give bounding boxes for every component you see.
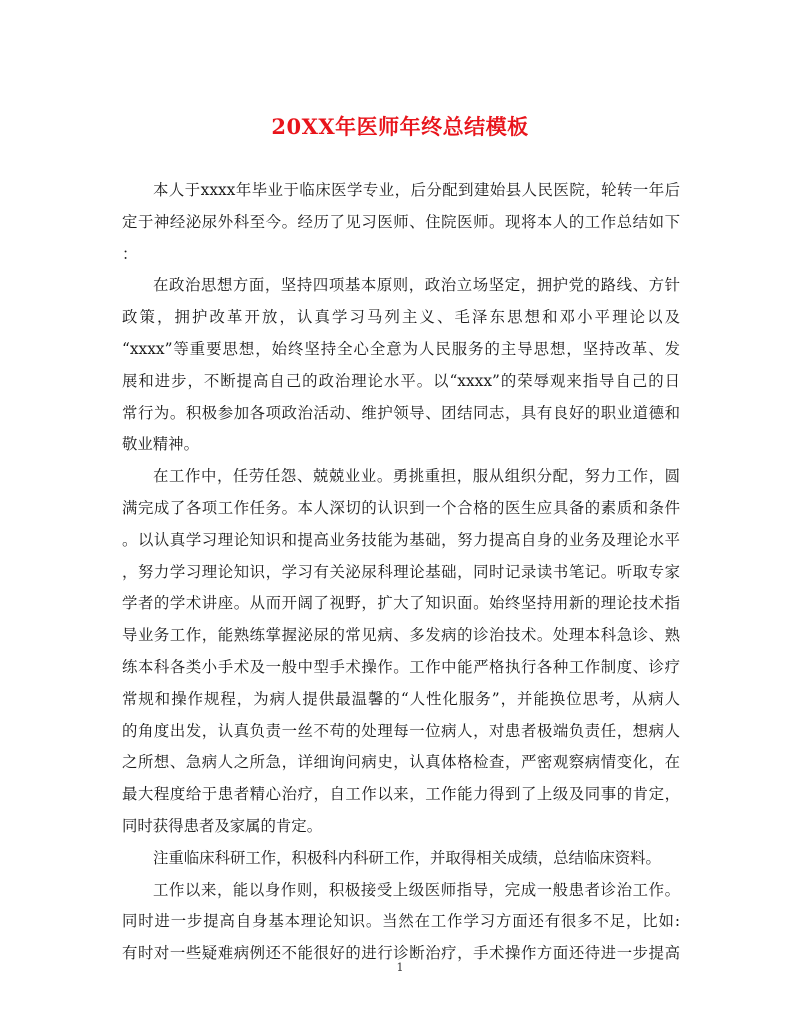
document-title: 20XX年医师年终总结模板 [271, 114, 529, 139]
body-line: 展和进步，不断提高自己的政治理论水平。以“xxxx”的荣辱观来指导自己的日 [122, 371, 680, 390]
body-line: 之所想、急病人之所急，详细询问病史，认真体格检查，严密观察病情变化，在 [122, 753, 680, 772]
body-line: 同时获得患者及家属的肯定。 [122, 816, 323, 835]
body-line: 学者的学术讲座。从而开阔了视野，扩大了知识面。始终坚持用新的理论技术指 [122, 594, 680, 613]
body-line: 注重临床科研工作，积极科内科研工作，并取得相关成绩，总结临床资料。 [153, 848, 661, 867]
body-line: 敬业精神。 [122, 435, 199, 454]
body-line: ： [122, 244, 138, 263]
body-line: 同时进一步提高自身基本理论知识。当然在工作学习方面还有很多不足，比如: [122, 912, 680, 931]
page-number: 1 [396, 961, 404, 974]
body-line: 的角度出发，认真负责一丝不苟的处理每一位病人，对患者极端负责任，想病人 [122, 721, 680, 740]
body-line: 最大程度给于患者精心治疗，自工作以来，工作能力得到了上级及同事的肯定， [122, 785, 680, 804]
body-line: 导业务工作，能熟练掌握泌尿的常见病、多发病的诊治技术。处理本科急诊、熟 [122, 626, 680, 645]
body-line: 常规和操作规程，为病人提供最温馨的“人性化服务”，并能换位思考，从病人 [122, 689, 680, 708]
body-line: 满完成了各项工作任务。本人深切的认识到一个合格的医生应具备的素质和条件 [122, 498, 680, 517]
body-line: 有时对一些疑难病例还不能很好的进行诊断治疗，手术操作方面还待进一步提高 [122, 944, 680, 963]
body-line: 政策，拥护改革开放，认真学习马列主义、毛泽东思想和邓小平理论以及 [122, 308, 680, 327]
body-line: 。以认真学习理论知识和提高业务技能为基础，努力提高自身的业务及理论水平 [122, 530, 680, 549]
body-line: 在政治思想方面，坚持四项基本原则，政治立场坚定，拥护党的路线、方针 [153, 276, 680, 295]
body-line: 在工作中，任劳任怨、兢兢业业。勇挑重担，服从组织分配，努力工作，圆 [153, 467, 680, 486]
body-line: ，努力学习理论知识，学习有关泌尿科理论基础，同时记录读书笔记。听取专家 [122, 562, 680, 581]
body-line: 定于神经泌尿外科至今。经历了见习医师、住院医师。现将本人的工作总结如下 [122, 212, 680, 231]
body-line: 练本科各类小手术及一般中型手术操作。工作中能严格执行各种工作制度、诊疗 [122, 657, 680, 676]
body-line: 常行为。积极参加各项政治活动、维护领导、团结同志，具有良好的职业道德和 [122, 403, 680, 422]
document-body [122, 175, 680, 970]
body-line: 工作以来，能以身作则，积极接受上级医师指导，完成一般患者诊治工作。 [153, 880, 680, 899]
body-line: 本人于xxxx年毕业于临床医学专业，后分配到建始县人民医院，轮转一年后 [153, 181, 680, 199]
body-line: “xxxx”等重要思想，始终坚持全心全意为人民服务的主导思想，坚持改革、发 [122, 339, 680, 358]
